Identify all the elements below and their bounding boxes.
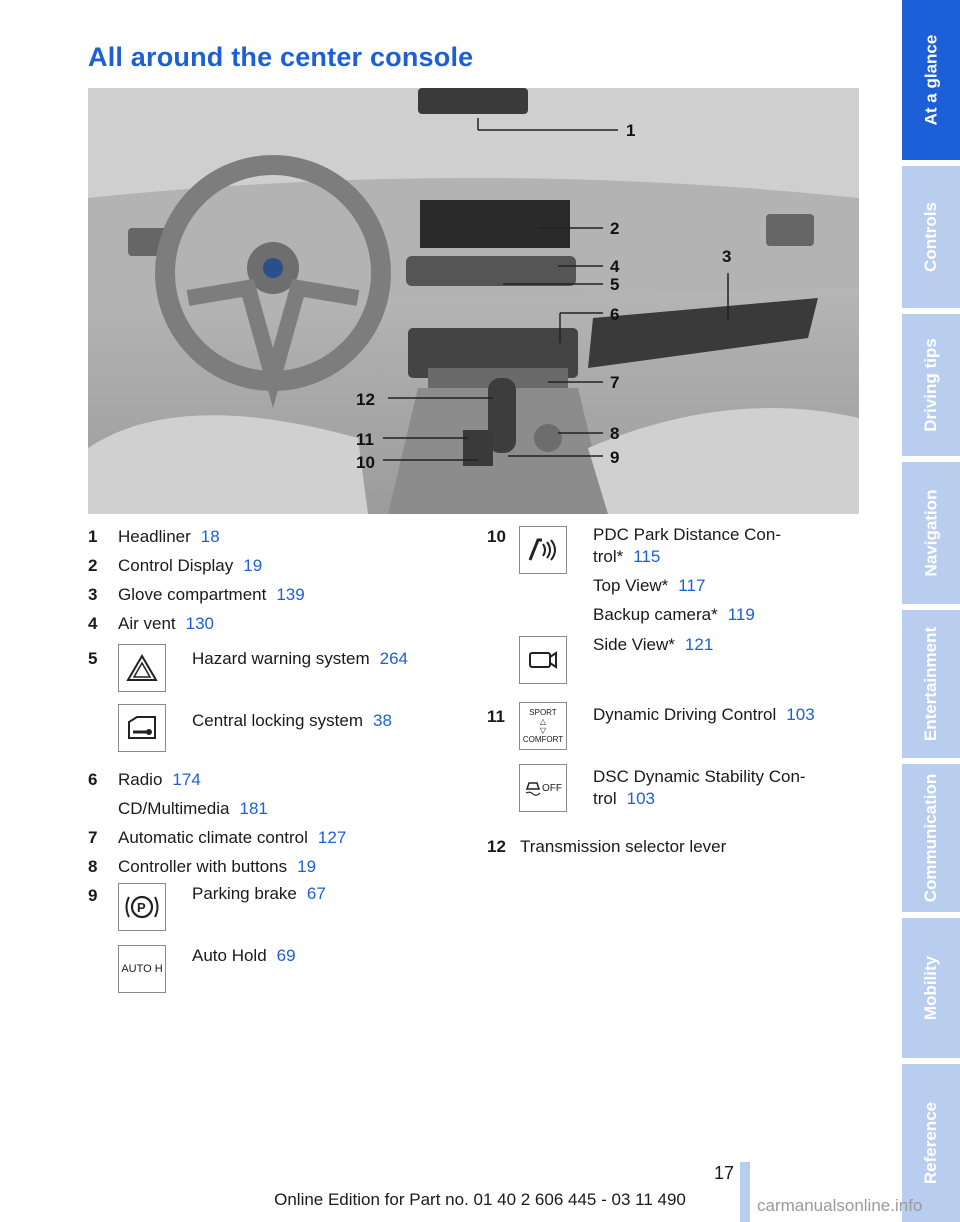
tab-navigation[interactable]: Navigation <box>902 462 960 604</box>
page-link[interactable]: 67 <box>306 884 326 903</box>
tab-at-a-glance[interactable]: At a glance <box>902 0 960 160</box>
callout-6: 6 <box>610 305 620 324</box>
chapter-sidebar <box>902 0 960 1222</box>
footer-text: Online Edition for Part no. 01 40 2 606 445 - 03 11 490 <box>274 1190 686 1209</box>
callout-2: 2 <box>610 219 620 238</box>
list-item: 5 Hazard warning system 264 <box>88 638 448 700</box>
list-item: 10 PDC Park Distance Con- trol* 115 Top View* 117 Backup camera* 119 <box>487 525 782 624</box>
page-link[interactable]: 139 <box>276 585 305 604</box>
page-link[interactable]: 130 <box>185 614 215 633</box>
page-link[interactable]: 69 <box>276 946 296 965</box>
legend-right-column <box>487 522 847 861</box>
list-item: AUTO H Auto Hold 69 <box>88 943 448 1005</box>
svg-text:P: P <box>137 900 146 915</box>
page-link[interactable]: 18 <box>200 527 220 546</box>
legend-left-column <box>88 522 448 1005</box>
tab-mobility[interactable]: Mobility <box>902 918 960 1058</box>
tab-controls[interactable]: Controls <box>902 166 960 308</box>
callout-7: 7 <box>610 373 620 392</box>
page-link[interactable]: 19 <box>297 857 317 876</box>
page-link[interactable]: 103 <box>626 789 655 808</box>
list-item: 9 P Parking brake 67 <box>88 881 448 943</box>
callout-8: 8 <box>610 424 620 443</box>
tab-driving-tips[interactable]: Driving tips <box>902 314 960 456</box>
page-link[interactable]: 38 <box>373 711 392 730</box>
side-view-camera-icon <box>519 636 567 684</box>
hazard-warning-icon <box>118 644 166 692</box>
list-item: 2 Control Display 19 <box>88 556 263 575</box>
list-item: 4 Air vent 130 <box>88 614 215 633</box>
list-item: 12 Transmission selector lever <box>487 837 727 856</box>
center-console-photo <box>88 88 859 514</box>
list-item: 8 Controller with buttons 19 <box>88 857 317 876</box>
list-item: Central locking system 38 <box>88 700 448 762</box>
watermark: carmanualsonline.info <box>757 1196 923 1215</box>
callout-11: 11 <box>356 430 374 449</box>
list-item: OFF DSC Dynamic Stability Con- trol 103 <box>487 762 847 832</box>
list-item: Side View* 121 <box>487 630 847 700</box>
control-display <box>420 200 570 248</box>
list-item: 7 Automatic climate control 127 <box>88 828 347 847</box>
list-item: 6 Radio 174 <box>88 770 201 789</box>
console-illustration <box>88 88 859 514</box>
pdc-icon <box>519 526 567 574</box>
page-link[interactable]: 19 <box>243 556 263 575</box>
list-item: CD/Multimedia 181 <box>118 799 268 818</box>
callout-5: 5 <box>610 275 620 294</box>
tab-communication[interactable]: Communication <box>902 764 960 912</box>
tab-reference[interactable]: Reference <box>902 1064 960 1222</box>
headliner-mirror <box>418 88 528 114</box>
page-number: 17 <box>714 1163 735 1183</box>
list-item: 3 Glove compartment 139 <box>88 585 305 604</box>
page-link[interactable]: 127 <box>317 828 347 847</box>
page-link[interactable]: 264 <box>379 649 408 668</box>
callout-12: 12 <box>356 390 375 409</box>
list-item: 1 Headliner 18 <box>88 527 220 546</box>
page-link[interactable]: 181 <box>239 799 268 818</box>
page-link[interactable]: 103 <box>786 705 815 724</box>
list-item: 11 SPORT △ ▽ COMFORT Dynamic Driving Control 103 <box>487 700 847 762</box>
sport-comfort-icon: SPORT △ ▽ COMFORT <box>519 702 567 750</box>
tab-entertainment[interactable]: Entertainment <box>902 610 960 758</box>
page-link[interactable]: 115 <box>633 547 661 566</box>
callout-4: 4 <box>610 257 620 276</box>
central-locking-icon <box>118 704 166 752</box>
page-link[interactable]: 174 <box>172 770 201 789</box>
auto-hold-icon: AUTO H <box>118 945 166 993</box>
callout-9: 9 <box>610 448 620 467</box>
callout-10: 10 <box>356 453 375 472</box>
page-link[interactable]: 119 <box>727 605 755 624</box>
parking-brake-icon <box>118 883 166 931</box>
page-link[interactable]: 121 <box>684 635 714 654</box>
idrive-controller <box>534 424 562 452</box>
dsc-off-icon: OFF <box>519 764 567 812</box>
page-link[interactable]: 117 <box>678 576 706 595</box>
callout-1: 1 <box>626 121 636 140</box>
page-title: All around the center console <box>88 42 474 72</box>
callout-3: 3 <box>722 247 732 266</box>
glove-compartment <box>588 298 818 368</box>
